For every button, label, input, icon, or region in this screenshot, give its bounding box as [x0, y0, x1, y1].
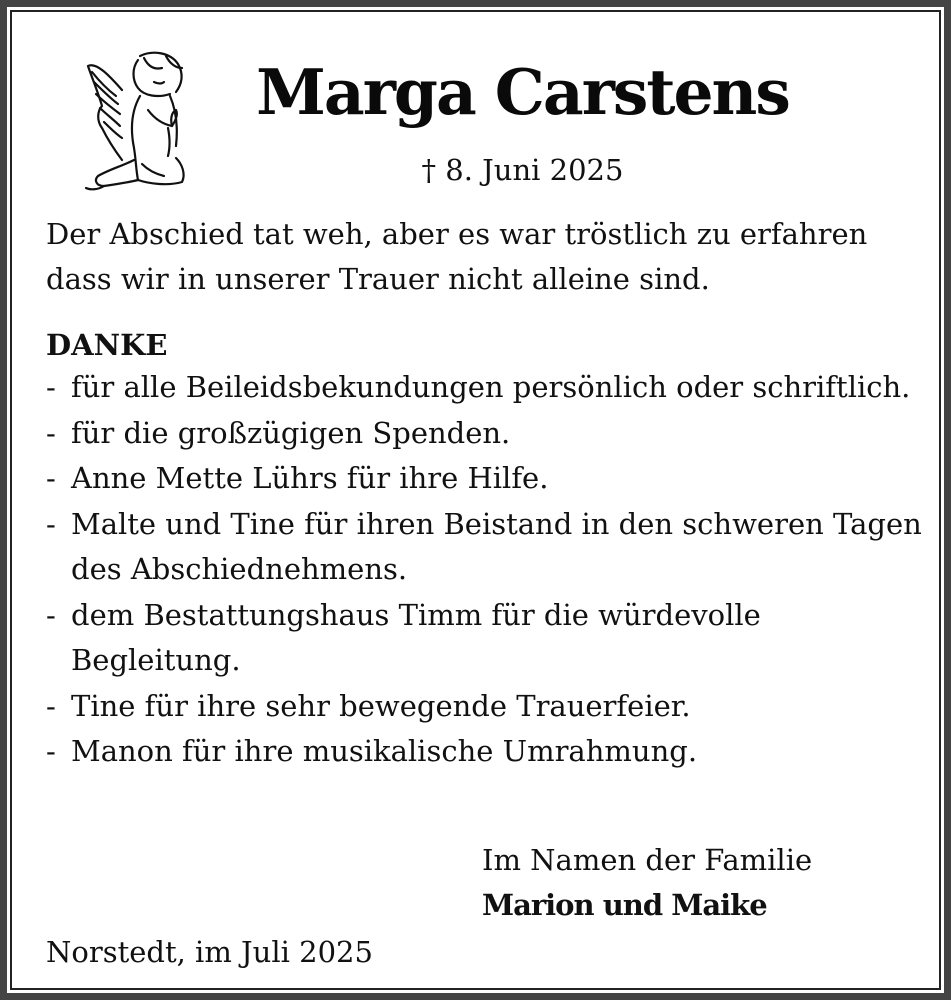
thanks-list [46, 365, 926, 775]
list-dash: - [46, 415, 56, 450]
list-item-text: Manon für ihre musikalische Umrahmung. [71, 734, 698, 768]
deceased-name: Marga Carstens [256, 55, 789, 129]
intro-line: Der Abschied tat weh, aber es war tröstlich zu erfahren [46, 217, 868, 251]
intro-paragraph [46, 212, 926, 302]
list-dash: - [46, 461, 56, 495]
list-item [46, 502, 926, 593]
list-item-text: Tine für ihre sehr bewegende Trauerfeier. [71, 688, 691, 723]
list-item-text: für alle Beileidsbekundungen persönlich oder schriftlich. [71, 370, 911, 404]
list-item [46, 729, 926, 775]
intro-line: dass wir in unserer Trauer nicht alleine sind. [46, 262, 710, 296]
list-item [46, 365, 926, 411]
list-item-text: dem Bestattungshaus Timm für die würdevolle Begleitung. [71, 597, 761, 677]
list-dash: - [46, 506, 56, 541]
signatory-names: Marion und Maike [482, 888, 767, 922]
place-date: Norstedt, im Juli 2025 [46, 935, 373, 969]
list-item-text: Anne Mette Lührs für ihre Hilfe. [71, 461, 549, 495]
praying-angel-icon [78, 48, 196, 198]
list-item [46, 593, 926, 684]
list-dash: - [46, 688, 56, 723]
list-item [46, 684, 926, 730]
list-item-text: Malte und Tine für ihren Beistand in den schweren Tagen des Abschiednehmens. [71, 506, 922, 586]
list-item-text: für die großzügigen Spenden. [71, 415, 511, 450]
list-dash: - [46, 597, 56, 632]
death-date: † 8. Juni 2025 [421, 153, 624, 187]
on-behalf-line: Im Namen der Familie [482, 843, 813, 877]
signoff-block [482, 838, 922, 928]
list-dash: - [46, 734, 56, 768]
list-dash: - [46, 370, 56, 404]
list-item [46, 411, 926, 457]
thanks-heading: DANKE [46, 328, 168, 362]
list-item [46, 456, 926, 502]
